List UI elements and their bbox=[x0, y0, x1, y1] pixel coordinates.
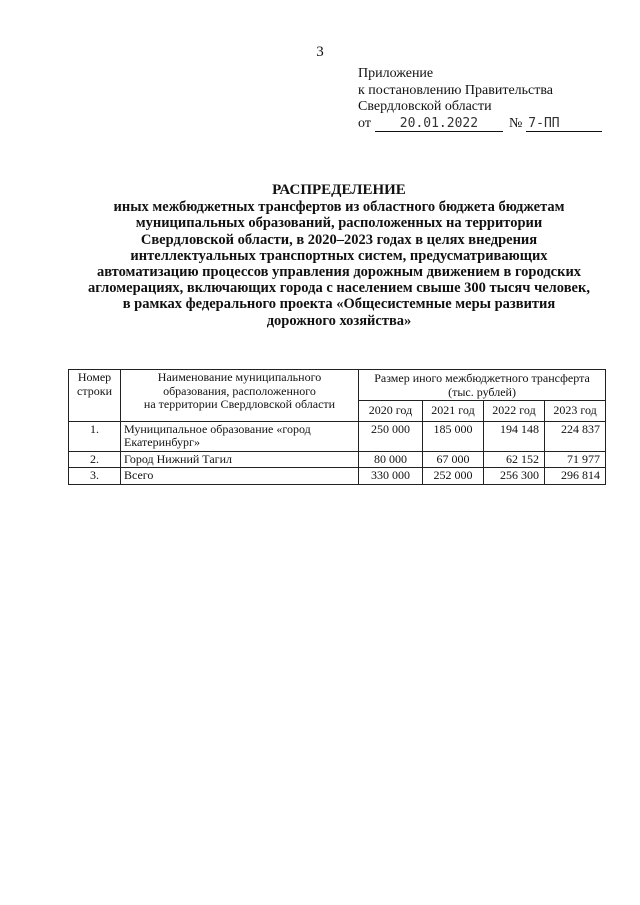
value-2020: 250 000 bbox=[359, 421, 423, 451]
appendix-line-3: Свердловской области bbox=[358, 99, 492, 114]
table-header-row bbox=[69, 370, 606, 401]
value-2022: 62 152 bbox=[484, 451, 545, 468]
header-row-number bbox=[69, 370, 121, 422]
row-index: 1. bbox=[69, 421, 121, 451]
date-prefix: от bbox=[358, 115, 371, 131]
value-2023: 296 814 bbox=[545, 468, 606, 485]
row-index: 2. bbox=[69, 451, 121, 468]
table-row-total bbox=[69, 468, 606, 485]
title-line: Свердловской области, в 2020–2023 годах в целях внедрения bbox=[140, 231, 538, 248]
header-text: Номер bbox=[77, 370, 112, 384]
municipality-name: Город Нижний Тагил bbox=[121, 451, 359, 468]
appendix-block bbox=[358, 66, 602, 132]
value-2023: 71 977 bbox=[545, 451, 606, 468]
value-2020: 80 000 bbox=[359, 451, 423, 468]
municipality-name: Муниципальное образование «город Екатеринбург» bbox=[121, 421, 359, 451]
title-line: иных межбюджетных трансфертов из областного бюджета бюджетам bbox=[113, 199, 565, 216]
document-title bbox=[60, 182, 618, 329]
appendix-line-2: к постановлению Правительства bbox=[358, 82, 554, 98]
value-2021: 252 000 bbox=[423, 468, 484, 485]
decree-reference bbox=[358, 116, 602, 133]
title-line: агломерациях, включающих города с населением свыше 300 тысяч человек, bbox=[88, 280, 590, 297]
title-line: автоматизацию процессов управления дорожным движением в городских bbox=[96, 264, 582, 281]
value-2023: 224 837 bbox=[545, 421, 606, 451]
header-year-2021: 2021 год bbox=[423, 401, 484, 422]
value-2022: 256 300 bbox=[484, 468, 545, 485]
header-text: Наименование муниципального bbox=[157, 370, 322, 384]
appendix-line-1: Приложение bbox=[358, 66, 434, 81]
header-transfer-amount bbox=[359, 370, 606, 401]
title-line: интеллектуальных транспортных систем, предусматривающих bbox=[130, 247, 548, 264]
decree-number: 7-ПП bbox=[526, 116, 602, 132]
decree-date: 20.01.2022 bbox=[375, 116, 503, 132]
header-text: Размер иного межбюджетного трансферта bbox=[374, 371, 590, 385]
title-heading: РАСПРЕДЕЛЕНИЕ bbox=[272, 182, 406, 198]
number-sign: № bbox=[508, 115, 523, 131]
value-2020: 330 000 bbox=[359, 468, 423, 485]
header-text: на территории Свердловской области bbox=[143, 397, 336, 411]
header-year-2023: 2023 год bbox=[545, 401, 606, 422]
page-number: 3 bbox=[316, 44, 324, 60]
title-line: муниципальных образований, расположенных на территории bbox=[135, 215, 543, 232]
value-2021: 67 000 bbox=[423, 451, 484, 468]
table-row bbox=[69, 451, 606, 468]
title-line: дорожного хозяйства» bbox=[266, 312, 412, 329]
value-2021: 185 000 bbox=[423, 421, 484, 451]
transfers-table bbox=[68, 369, 606, 485]
value-2022: 194 148 bbox=[484, 421, 545, 451]
municipality-name: Всего bbox=[121, 468, 359, 485]
header-year-2020: 2020 год bbox=[359, 401, 423, 422]
header-text: образования, расположенного bbox=[163, 383, 316, 398]
header-text: строки bbox=[77, 383, 112, 398]
header-municipality-name bbox=[121, 370, 359, 422]
row-index: 3. bbox=[69, 468, 121, 485]
table-row bbox=[69, 421, 606, 451]
title-line: в рамках федерального проекта «Общесистемные меры развития bbox=[122, 296, 556, 313]
header-year-2022: 2022 год bbox=[484, 401, 545, 422]
header-text: (тыс. рублей) bbox=[448, 384, 516, 399]
